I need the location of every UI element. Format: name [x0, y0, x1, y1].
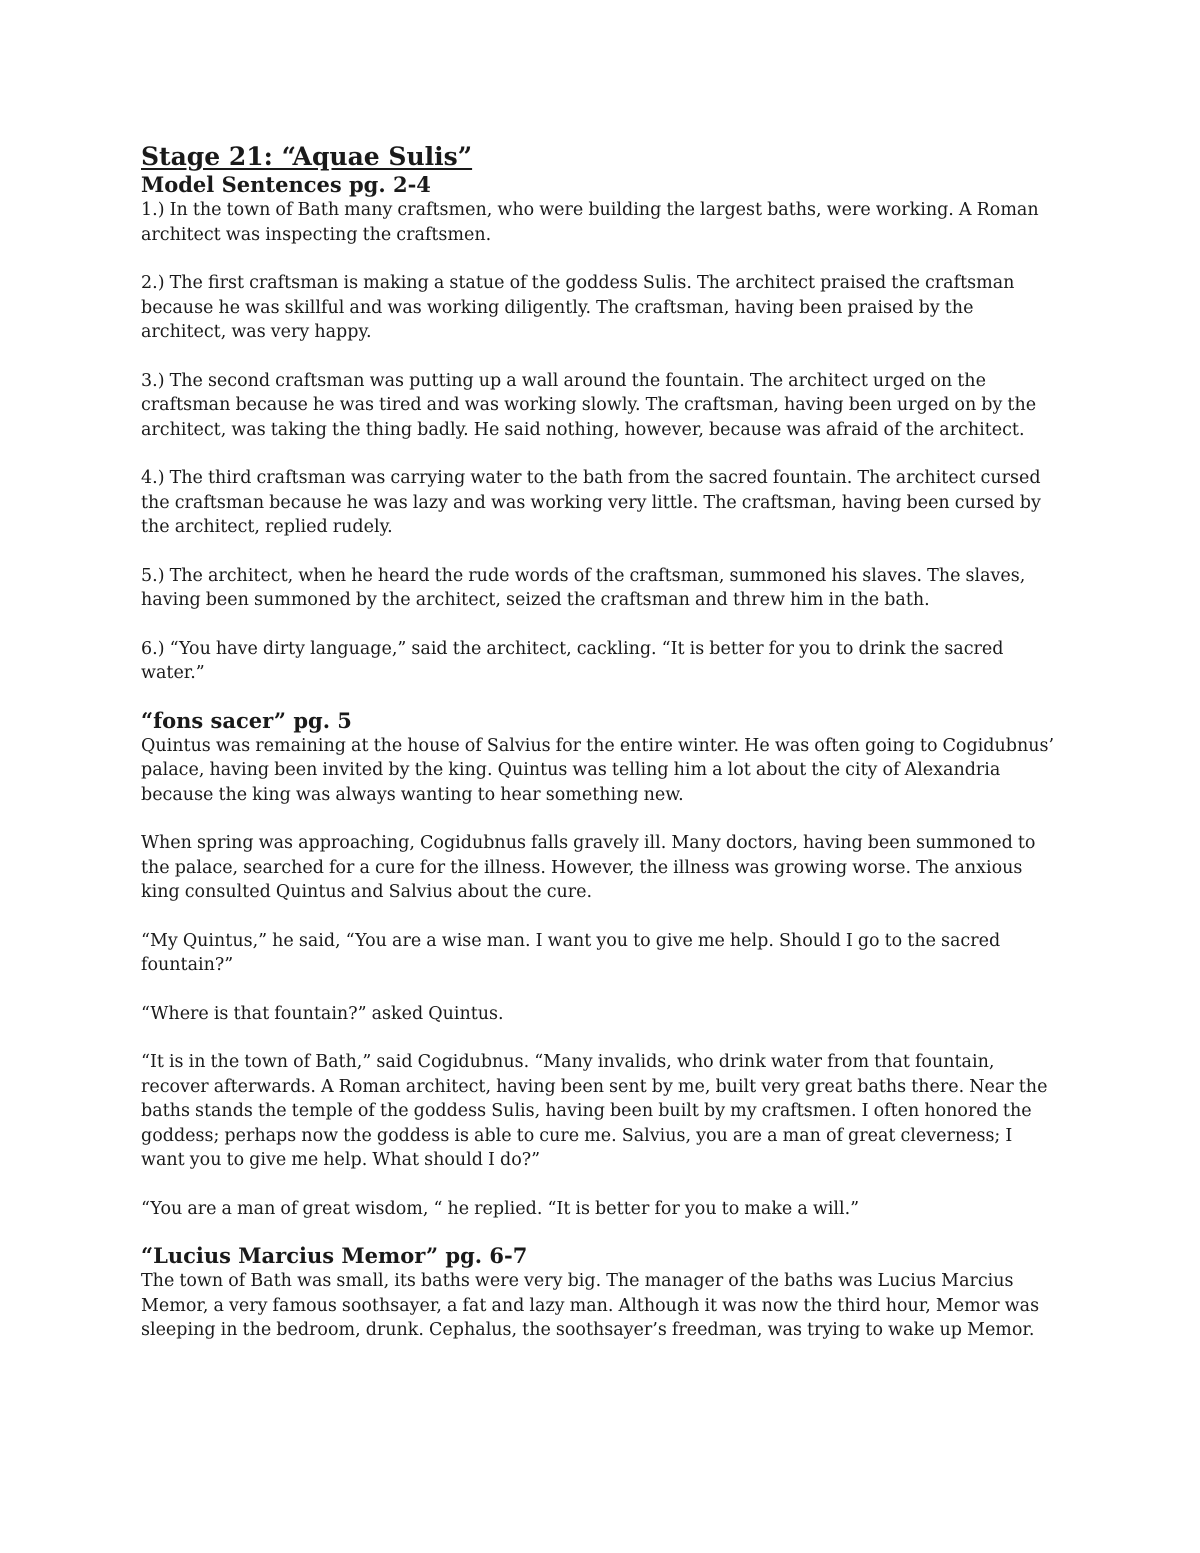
section-heading: “fons sacer” pg. 5: [141, 707, 352, 733]
paragraph: “You are a man of great wisdom, “ he replied. “It is better for you to make a will.”: [141, 1198, 860, 1219]
paragraph: Quintus was remaining at the house of Salvius for the entire winter. He was often going to Cogidubnus’ palace, having been invited by the king. Quintus was telling him a lot about the city of Alexandria because the king was always wanting to hear something new.: [141, 735, 1055, 805]
paragraph: 6.) “You have dirty language,” said the architect, cackling. “It is better for you to drink the sacred water.”: [141, 638, 1004, 683]
paragraph: 5.) The architect, when he heard the rude words of the craftsman, summoned his slaves. The slaves, having been summoned by the architect, seized the craftsman and threw him in the bath.: [141, 565, 1026, 610]
paragraph: “Where is that fountain?” asked Quintus.: [141, 1003, 504, 1024]
section-model-sentences: [141, 172, 1061, 686]
paragraph: 2.) The first craftsman is making a statue of the goddess Sulis. The architect praised the craftsman because he was skillful and was working diligently. The craftsman, having been praised by the architect, was very happy.: [141, 273, 1015, 342]
section-lucius-marcius-memor: [141, 1243, 1061, 1343]
document-page: [141, 142, 1061, 1343]
section-heading: Model Sentences pg. 2-4: [141, 172, 431, 197]
paragraph: When spring was approaching, Cogidubnus falls gravely ill. Many doctors, having been summoned to the palace, searched for a cure for the illness. However, the illness was growing worse. The anxious king consulted Quintus and Salvius about the cure.: [141, 833, 1036, 902]
paragraph: 4.) The third craftsman was carrying water to the bath from the sacred fountain. The architect cursed the craftsman because he was lazy and was working very little. The craftsman, having been cursed by the architect, replied rudely.: [141, 468, 1041, 537]
document-title: Stage 21: “Aquae Sulis”: [141, 142, 473, 171]
paragraph: “My Quintus,” he said, “You are a wise man. I want you to give me help. Should I go to the sacred fountain?”: [141, 930, 1001, 975]
paragraph: “It is in the town of Bath,” said Cogidubnus. “Many invalids, who drink water from that fountain, recover afterwards. A Roman architect, having been sent by me, built very great baths there. Near the baths stands the temple of the goddess Sulis, having been built by my craftsmen. I often honored the goddess; perhaps now the goddess is able to cure me. Salvius, you are a man of great cleverness; I want you to give me help. What should I do?”: [141, 1052, 1048, 1170]
paragraph: The town of Bath was small, its baths were very big. The manager of the baths was Lucius Marcius Memor, a very famous soothsayer, a fat and lazy man. Although it was now the third hour, Memor was sleeping in the bedroom, drunk. Cephalus, the soothsayer’s freedman, was trying to wake up Memor.: [141, 1271, 1040, 1340]
paragraph: 3.) The second craftsman was putting up a wall around the fountain. The architect urged on the craftsman because he was tired and was working slowly. The craftsman, having been urged on by the architect, was taking the thing badly. He said nothing, however, because was afraid of the architect.: [141, 370, 1037, 440]
section-heading: “Lucius Marcius Memor” pg. 6-7: [141, 1243, 528, 1268]
section-fons-sacer: [141, 708, 1061, 1222]
paragraph: 1.) In the town of Bath many craftsmen, who were building the largest baths, were working. A Roman architect was inspecting the craftsmen.: [141, 200, 1039, 245]
